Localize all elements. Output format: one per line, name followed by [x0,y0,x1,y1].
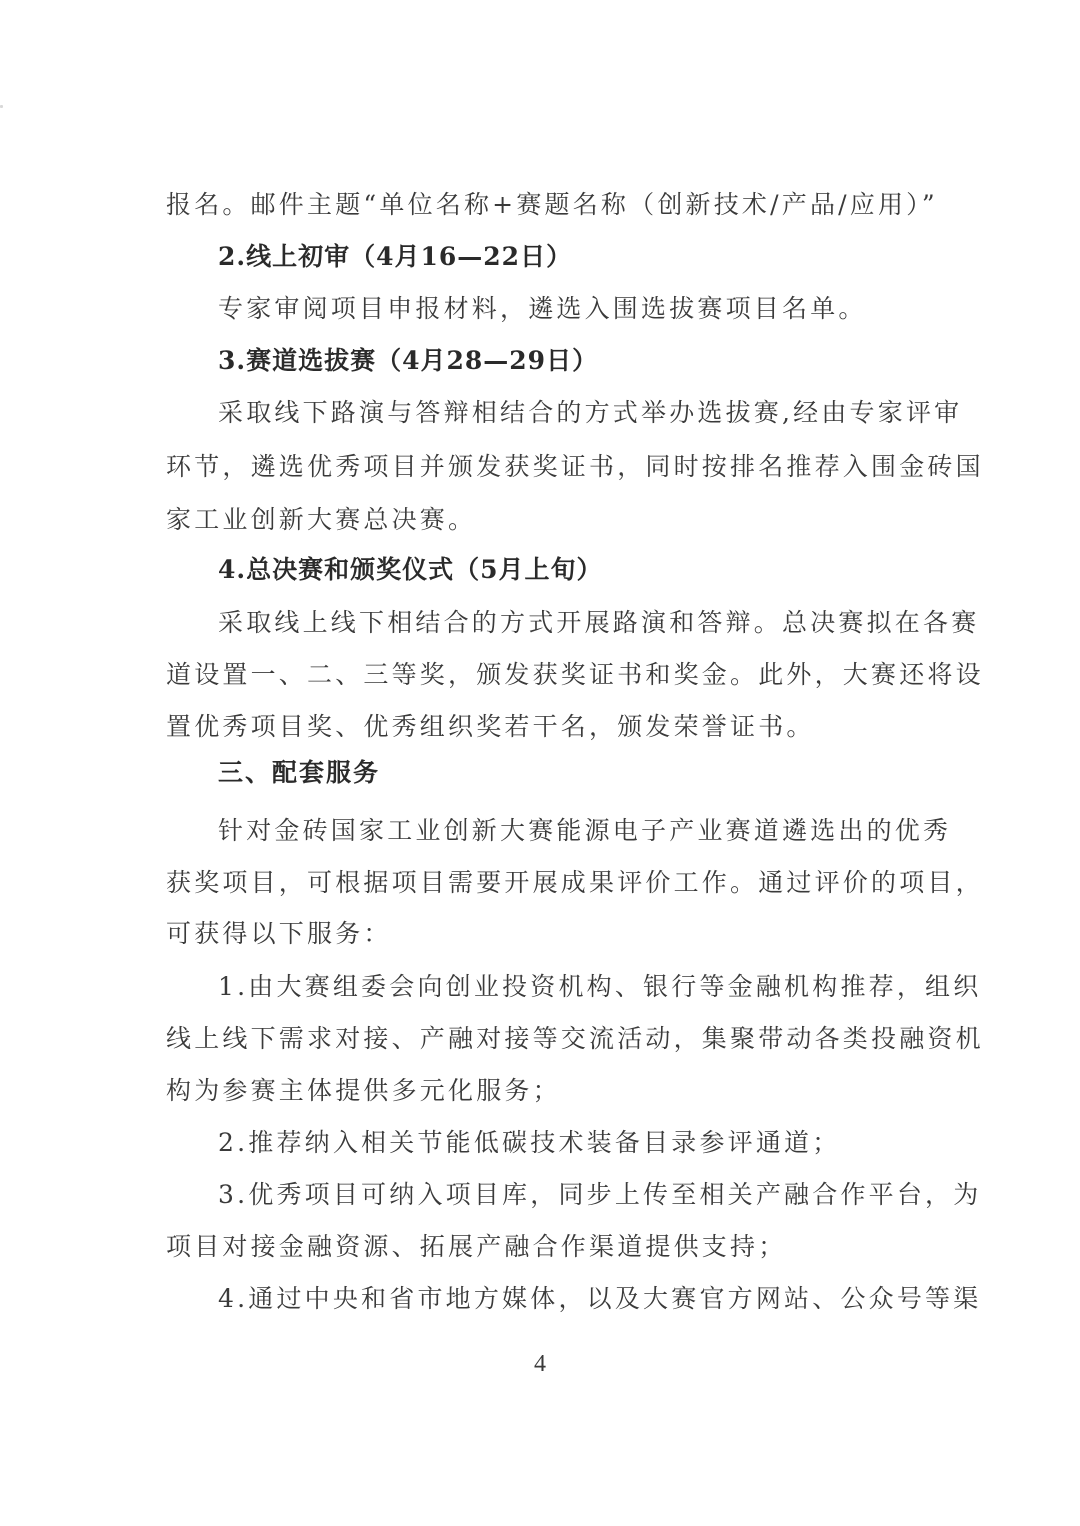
list-item-line: 1.由大赛组委会向创业投资机构、银行等金融机构推荐，组织 [218,972,982,1001]
subheading-finals-ceremony: 4.总决赛和颁奖仪式（5月上旬） [218,555,603,584]
paragraph-line: 针对金砖国家工业创新大赛能源电子产业赛道遴选出的优秀 [218,816,952,845]
paragraph-line: 专家审阅项目申报材料，遴选入围选拔赛项目名单。 [218,294,867,323]
list-item-line: 4.通过中央和省市地方媒体，以及大赛官方网站、公众号等渠 [218,1284,982,1313]
paragraph-line: 置优秀项目奖、优秀组织奖若干名，颁发荣誉证书。 [166,712,815,741]
list-item-line: 2.推荐纳入相关节能低碳技术装备目录参评通道； [218,1128,841,1157]
scan-edge-mark [0,105,3,108]
list-item-line: 项目对接金融资源、拓展产融合作渠道提供支持； [166,1232,787,1261]
paragraph-line: 家工业创新大赛总决赛。 [166,505,477,534]
list-item-line: 线上线下需求对接、产融对接等交流活动，集聚带动各类投融资机 [166,1024,984,1053]
paragraph-line: 采取线上线下相结合的方式开展路演和答辩。总决赛拟在各赛 [218,608,980,637]
subheading-online-review: 2.线上初审（4月16—22日） [218,242,573,271]
list-item-line: 3.优秀项目可纳入项目库，同步上传至相关产融合作平台，为 [218,1180,982,1209]
section-heading-support-services: 三、配套服务 [218,758,381,787]
paragraph-line: 采取线下路演与答辩相结合的方式举办选拔赛,经由专家评审 [218,398,963,427]
paragraph-line: 道设置一、二、三等奖，颁发获奖证书和奖金。此外，大赛还将设 [166,660,984,689]
paragraph-line: 环节，遴选优秀项目并颁发获奖证书，同时按排名推荐入围金砖国 [166,452,984,481]
paragraph-line: 可获得以下服务： [166,919,392,948]
subheading-track-selection: 3.赛道选拔赛（4月28—29日） [218,346,599,375]
paragraph-line: 获奖项目，可根据项目需要开展成果评价工作。通过评价的项目， [166,868,984,897]
page-number: 4 [534,1351,546,1377]
list-item-line: 构为参赛主体提供多元化服务； [166,1076,561,1105]
paragraph-line: 报名。邮件主题“单位名称+赛题名称（创新技术/产品/应用）” [166,190,938,219]
